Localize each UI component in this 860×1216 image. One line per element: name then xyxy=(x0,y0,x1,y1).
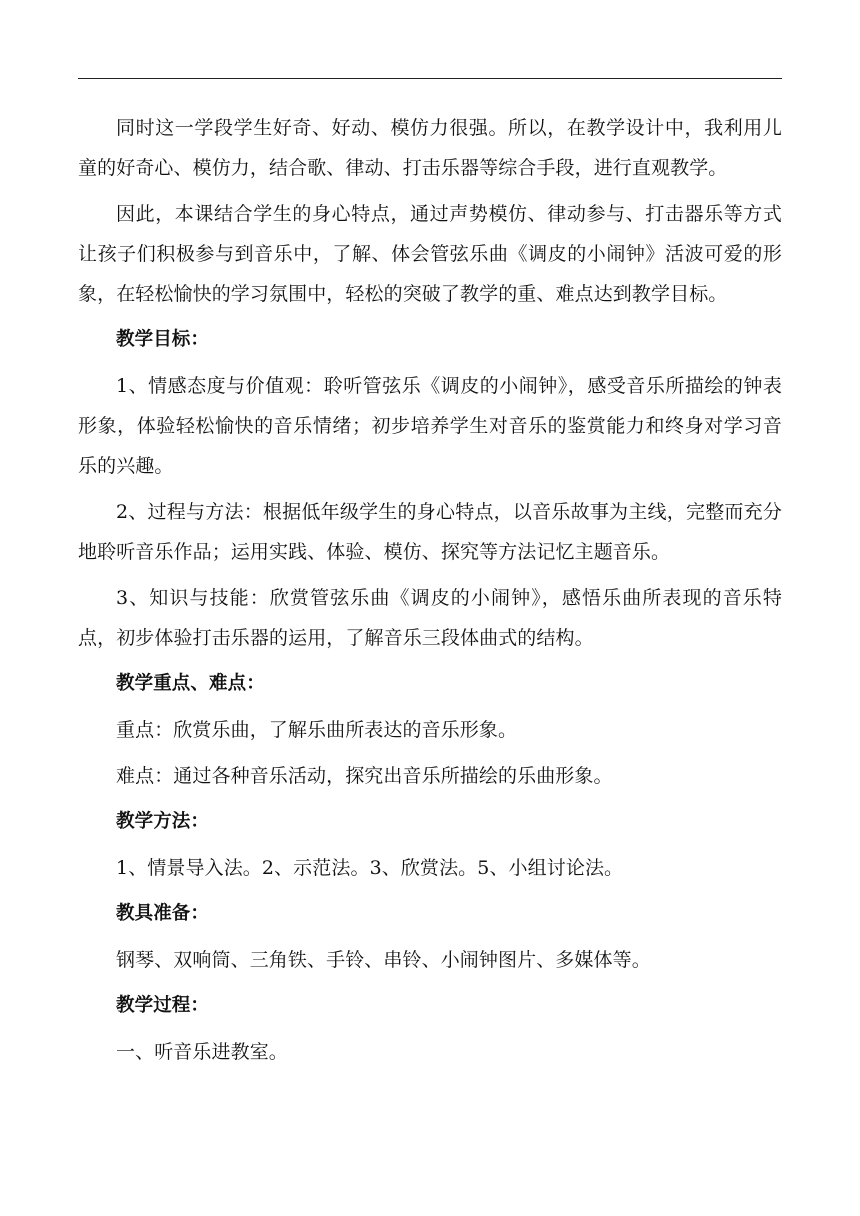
process-step-1: 一、听音乐进教室。 xyxy=(116,1041,288,1063)
paragraph-students-curiosity: 同时这一学段学生好奇、好动、模仿力很强。所以，在教学设计中，我利用儿童的好奇心、模仿力，结合歌、律动、打击乐器等综合手段，进行直观教学。 xyxy=(78,117,782,179)
goal-item-1: 1、情感态度与价值观：聆听管弦乐《调皮的小闹钟》，感受音乐所描绘的钟表形象，体验轻松愉快的音乐情绪；初步培养学生对音乐的鉴赏能力和终身对学习音乐的兴趣。 xyxy=(78,375,782,477)
heading-teaching-aids: 教具准备： xyxy=(116,903,210,924)
header-rule xyxy=(78,78,782,79)
key-point-difficulty: 难点：通过各种音乐活动，探究出音乐所描绘的乐曲形象。 xyxy=(116,765,613,787)
document-body xyxy=(78,108,782,1072)
key-point-focus: 重点：欣赏乐曲，了解乐曲所表达的音乐形象。 xyxy=(116,719,518,741)
goal-item-2: 2、过程与方法：根据低年级学生的身心特点，以音乐故事为主线，完整而充分地聆听音乐作品；运用实践、体验、模仿、探究等方法记忆主题音乐。 xyxy=(78,501,782,563)
teaching-aids-list: 钢琴、双响筒、三角铁、手铃、串铃、小闹钟图片、多媒体等。 xyxy=(116,949,651,971)
heading-key-points: 教学重点、难点： xyxy=(116,673,265,694)
paragraph-course-design: 因此，本课结合学生的身心特点，通过声势模仿、律动参与、打击器乐等方式让孩子们积极参与到音乐中，了解、体会管弦乐曲《调皮的小闹钟》活波可爱的形象，在轻松愉快的学习氛围中，轻松的突破了教学的重、难点达到教学目标。 xyxy=(78,203,782,305)
goal-item-3: 3、知识与技能：欣赏管弦乐曲《调皮的小闹钟》，感悟乐曲所表现的音乐特点，初步体验打击乐器的运用，了解音乐三段体曲式的结构。 xyxy=(78,587,782,649)
heading-teaching-methods: 教学方法： xyxy=(116,811,210,832)
teaching-methods-list: 1、情景导入法。2、示范法。3、欣赏法。5、小组讨论法。 xyxy=(116,857,624,879)
heading-teaching-process: 教学过程： xyxy=(116,995,210,1016)
heading-teaching-goals: 教学目标： xyxy=(116,329,210,350)
